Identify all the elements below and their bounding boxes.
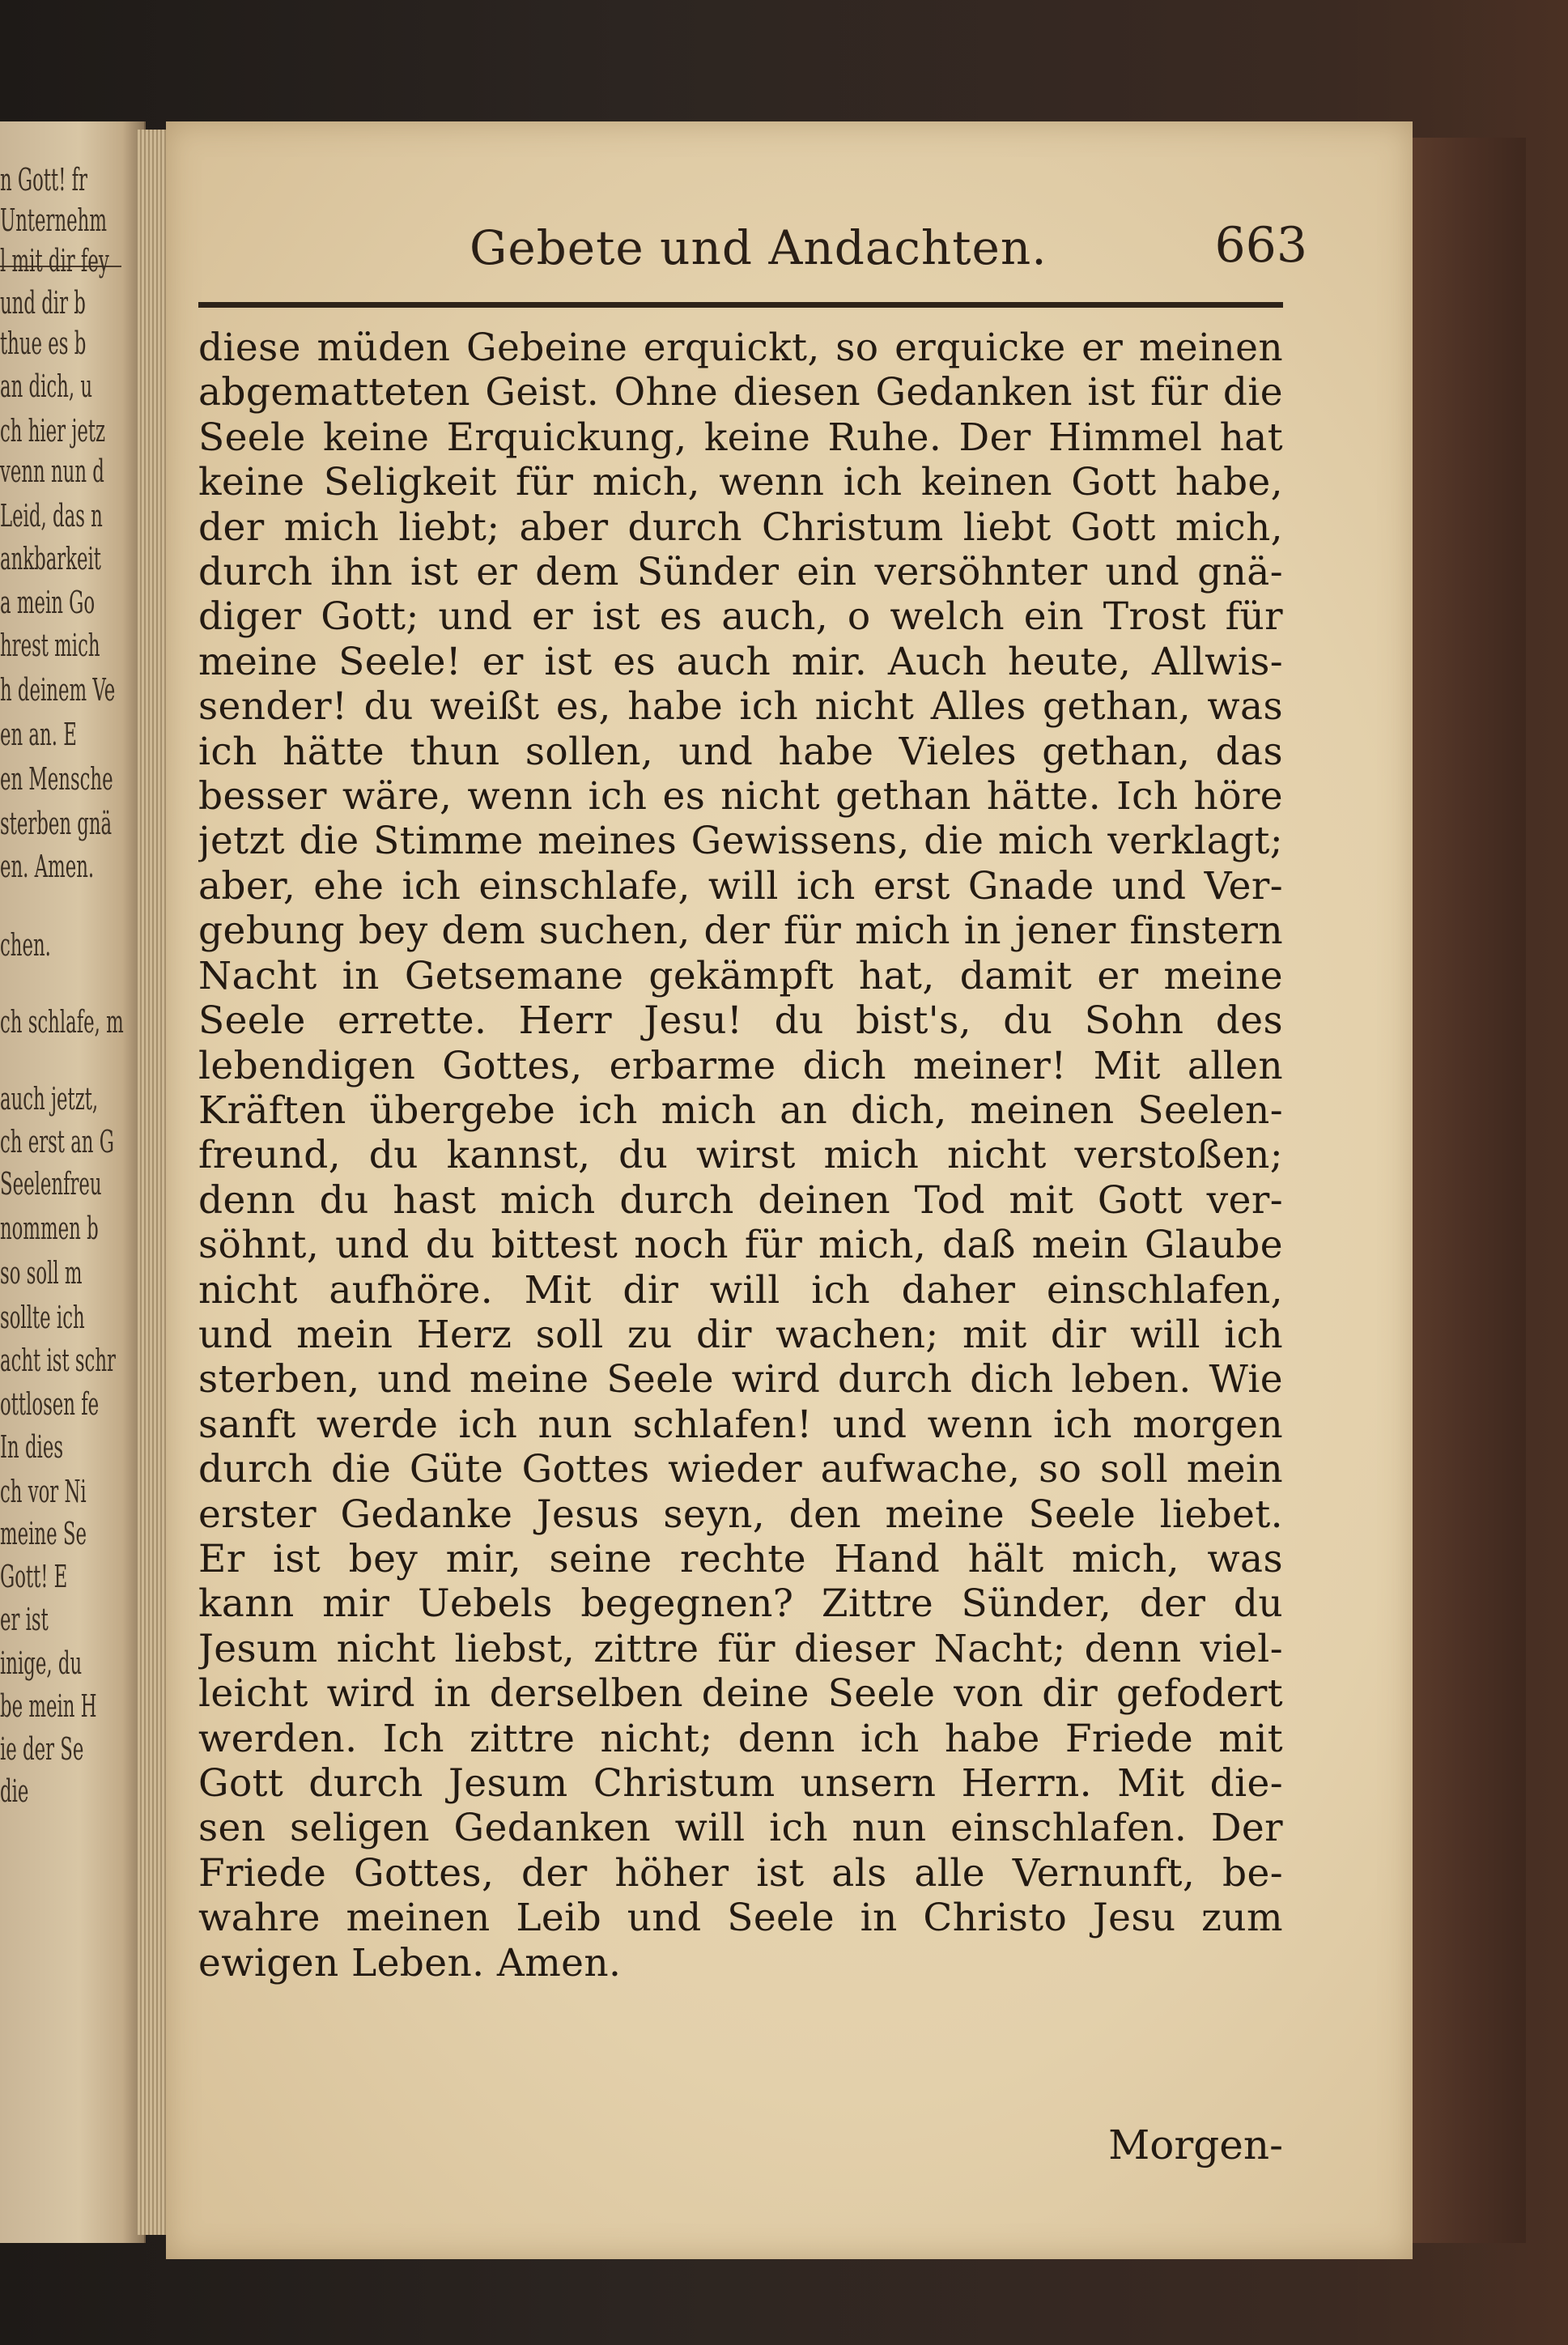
body-text <box>198 326 1283 1985</box>
text-line: wahre meinen Leib und Seele in Christo Jesu zum <box>198 1896 1283 1941</box>
previous-page-line: Gott! E <box>0 1559 68 1594</box>
text-line: ewigen Leben. Amen. <box>198 1940 622 1985</box>
text-line: sterben, und meine Seele wird durch dich leben. Wie <box>198 1357 1283 1402</box>
previous-page-line: ch schlafe, m <box>0 1004 124 1040</box>
text-line: Seele keine Erquickung, keine Ruhe. Der Himmel hat <box>198 415 1283 460</box>
previous-page-line: ch erst an G <box>0 1124 114 1160</box>
page-number: 663 <box>1214 217 1307 274</box>
text-line: Jesum nicht liebst, zittre für dieser Nacht; denn viel- <box>198 1626 1283 1671</box>
text-line: keine Seligkeit für mich, wenn ich keinen Gott habe, <box>198 460 1283 505</box>
previous-page-line: venn nun d <box>0 453 104 489</box>
previous-page-line: sterben gnä <box>0 806 113 841</box>
text-line: Nacht in Getsemane gekämpft hat, damit er meine <box>198 953 1283 998</box>
text-line: sender! du weißt es, habe ich nicht Alles gethan, was <box>198 684 1283 730</box>
previous-page-line: nommen b <box>0 1211 99 1246</box>
previous-page-line: be mein H <box>0 1688 97 1724</box>
text-line: werden. Ich zittre nicht; denn ich habe Friede mit <box>198 1716 1283 1761</box>
text-line: freund, du kannst, du wirst mich nicht verstoßen; <box>198 1133 1283 1178</box>
previous-page-line: inige, du <box>0 1645 83 1681</box>
text-line: denn du hast mich durch deinen Tod mit Gott ver- <box>198 1177 1283 1223</box>
text-line: und mein Herz soll zu dir wachen; mit dir will ich <box>198 1312 1283 1357</box>
previous-page-line: und dir b <box>0 285 86 321</box>
previous-page-line: chen. <box>0 927 51 963</box>
previous-page-line: h deinem Ve <box>0 672 116 708</box>
catchword: Morgen- <box>1108 2122 1283 2168</box>
text-line: Seele errette. Herr Jesu! du bist's, du Sohn des <box>198 998 1283 1044</box>
previous-page-line: l mit dir fey <box>0 243 109 279</box>
text-line: jetzt die Stimme meines Gewissens, die mich verklagt; <box>198 819 1283 864</box>
previous-page-line: In dies <box>0 1429 64 1465</box>
text-line: diger Gott; und er ist es auch, o welch ein Trost für <box>198 594 1283 640</box>
text-line: ich hätte thun sollen, und habe Vieles gethan, das <box>198 729 1283 774</box>
text-line: lebendigen Gottes, erbarme dich meiner! Mit allen <box>198 1043 1283 1088</box>
previous-page-line: ch hier jetz <box>0 413 106 449</box>
text-line: kann mir Uebels begegnen? Zittre Sünder, der du <box>198 1581 1283 1627</box>
previous-page-line: er ist <box>0 1602 49 1637</box>
text-line: Friede Gottes, der höher ist als alle Vernunft, be- <box>198 1850 1283 1896</box>
text-line: aber, ehe ich einschlafe, will ich erst Gnade und Ver- <box>198 863 1283 909</box>
text-line: nicht aufhöre. Mit dir will ich daher einschlafen, <box>198 1267 1283 1313</box>
previous-page-line: a mein Go <box>0 585 96 620</box>
page-header <box>304 212 1307 293</box>
text-line: Er ist bey mir, seine rechte Hand hält mich, was <box>198 1536 1283 1581</box>
previous-page <box>0 121 146 2243</box>
text-line: Kräften übergebe ich mich an dich, meinen Seelen- <box>198 1087 1283 1133</box>
text-line: Gott durch Jesum Christum unsern Herrn. Mit die- <box>198 1761 1283 1806</box>
previous-page-line: thue es b <box>0 326 87 361</box>
previous-page-line: sollte ich <box>0 1300 85 1335</box>
text-line: sen seligen Gedanken will ich nun einschlafen. Der <box>198 1806 1283 1851</box>
previous-page-line: hrest mich <box>0 628 100 663</box>
previous-page-line: so soll m <box>0 1255 83 1291</box>
previous-page-line: ottlosen fe <box>0 1386 100 1422</box>
previous-page-line: an dich, u <box>0 368 93 404</box>
text-line: abgematteten Geist. Ohne diesen Gedanken ist für die <box>198 370 1283 415</box>
text-line: sanft werde ich nun schlafen! und wenn ich morgen <box>198 1402 1283 1447</box>
text-line: leicht wird in derselben deine Seele von dir gefodert <box>198 1671 1283 1717</box>
previous-page-line: Leid, das n <box>0 498 103 534</box>
previous-page-line: Unternehm <box>0 202 107 238</box>
previous-page-line: ankbarkeit <box>0 541 101 577</box>
previous-page-line: ch vor Ni <box>0 1474 87 1509</box>
previous-page-line: acht ist schr <box>0 1343 116 1378</box>
text-line: söhnt, und du bittest noch für mich, daß mein Glaube <box>198 1223 1283 1268</box>
cover-edge <box>1413 138 1526 2243</box>
text-line: diese müden Gebeine erquickt, so erquicke er meinen <box>198 326 1283 370</box>
text-line: besser wäre, wenn ich es nicht gethan hätte. Ich höre <box>198 774 1283 819</box>
header-rule <box>198 302 1283 308</box>
previous-page-line: en Mensche <box>0 761 113 797</box>
previous-page-line: ie der Se <box>0 1731 84 1767</box>
text-line: durch die Güte Gottes wieder aufwache, so soll mein <box>198 1447 1283 1492</box>
previous-page-line: en an. E <box>0 717 77 752</box>
previous-page-line: auch jetzt, <box>0 1081 99 1117</box>
previous-page-line: die <box>0 1773 29 1809</box>
text-line: gebung bey dem suchen, der für mich in jener finstern <box>198 909 1283 954</box>
previous-page-line: Seelenfreu <box>0 1166 102 1202</box>
previous-page-line: meine Se <box>0 1516 87 1551</box>
page-stack-edge <box>138 130 170 2235</box>
text-line: meine Seele! er ist es auch mir. Auch heute, Allwis- <box>198 639 1283 684</box>
text-line: durch ihn ist er dem Sünder ein versöhnter und gnä- <box>198 550 1283 595</box>
text-line: erster Gedanke Jesus seyn, den meine Seele liebet. <box>198 1492 1283 1537</box>
text-line: der mich liebt; aber durch Christum liebt Gott mich, <box>198 504 1283 550</box>
previous-page-line: n Gott! fr <box>0 162 87 198</box>
running-title: Gebete und Andachten. <box>470 220 1047 275</box>
previous-page-line: en. Amen. <box>0 849 95 884</box>
